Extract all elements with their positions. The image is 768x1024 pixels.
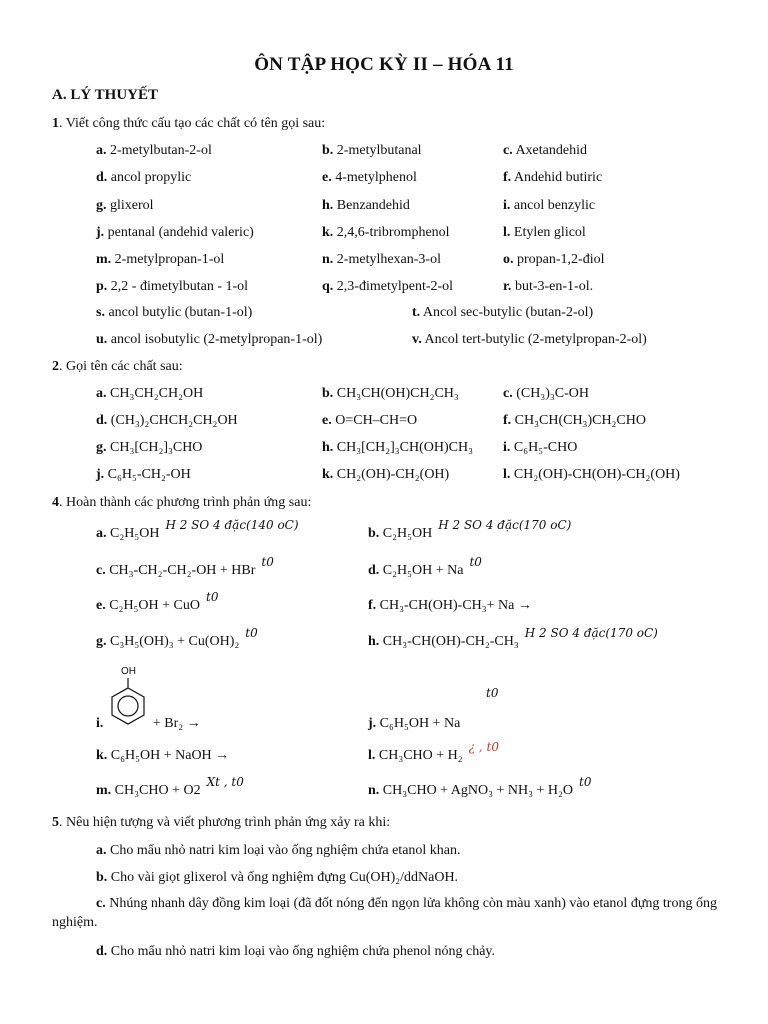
list-item: d. (CH₃)₂CHCH₂CH₂OH bbox=[96, 413, 238, 428]
reaction-item: k. C₆H₅OH + NaOH → bbox=[96, 748, 230, 763]
question-number: 5 bbox=[52, 815, 59, 830]
reaction-item: i. + Br₂ → bbox=[96, 716, 201, 731]
list-item: n. 2-metylhexan-3-ol bbox=[322, 252, 441, 267]
section-heading-theory: A. LÝ THUYẾT bbox=[52, 87, 158, 103]
list-item: s. ancol butylic (butan-1-ol) bbox=[96, 305, 253, 320]
question-5 bbox=[52, 815, 390, 831]
reaction-item: f. CH₃-CH(OH)-CH₃+ Na → bbox=[368, 598, 532, 613]
page-title: ÔN TẬP HỌC KỲ II – HÓA 11 bbox=[254, 54, 514, 75]
list-item: g. CH₃[CH₂]₃CHO bbox=[96, 440, 203, 455]
list-item: c. Axetandehid bbox=[503, 143, 587, 158]
question-text: . Nêu hiện tượng và viết phương trình phản ứng xảy ra khi: bbox=[59, 815, 391, 830]
question-text: . Gọi tên các chất sau: bbox=[59, 359, 183, 374]
question-text: . Viết công thức cấu tạo các chất có tên gọi sau: bbox=[59, 116, 326, 131]
reaction-condition: t0 bbox=[469, 555, 482, 569]
reaction-item: e. C₂H₅OH + CuOt0 bbox=[96, 590, 219, 613]
list-item: r. but-3-en-1-ol. bbox=[503, 279, 594, 294]
list-item: u. ancol isobutylic (2-metylpropan-1-ol) bbox=[96, 332, 323, 347]
reaction-item: l. CH₃CHO + H₂¿ , t0 bbox=[368, 740, 500, 763]
list-item: a. 2-metylbutan-2-ol bbox=[96, 143, 212, 158]
list-item: k. CH₂(OH)-CH₂(OH) bbox=[322, 467, 450, 482]
list-item: e. O=CH–CH=O bbox=[322, 413, 418, 428]
list-item: b. 2-metylbutanal bbox=[322, 143, 422, 158]
question-2 bbox=[52, 359, 183, 375]
reaction-condition: t0 bbox=[261, 555, 274, 569]
list-item: p. 2,2 - đimetylbutan - 1-ol bbox=[96, 279, 249, 294]
reaction-item: b. C₂H₅OHH 2 SO 4 đặc(170 oC) bbox=[368, 518, 572, 541]
reaction-item: m. CH₃CHO + O2Xt , t0 bbox=[96, 775, 244, 798]
question-number: 4 bbox=[52, 495, 59, 510]
list-item: f. Andehid butiric bbox=[503, 170, 603, 185]
list-item: m. 2-metylpropan-1-ol bbox=[96, 252, 225, 267]
list-item: i. C₆H₅-CHO bbox=[503, 440, 578, 455]
list-item: f. CH₃CH(CH₃)CH₂CHO bbox=[503, 413, 646, 428]
list-item: c. Nhúng nhanh dây đồng kim loại (đã đốt nóng đến ngọn lửa không còn màu xanh) vào etanol đựng trong ống nghiệm. bbox=[52, 896, 717, 930]
question-number: 2 bbox=[52, 359, 59, 374]
list-item: k. 2,4,6-tribromphenol bbox=[322, 225, 450, 240]
question-number: 1 bbox=[52, 116, 59, 131]
reaction-item: g. C₃H₅(OH)₃ + Cu(OH)₂t0 bbox=[96, 626, 258, 649]
reaction-condition: t0 bbox=[245, 626, 258, 640]
question-text: . Hoàn thành các phương trình phản ứng sau: bbox=[59, 495, 312, 510]
list-item: a. CH₃CH₂CH₂OH bbox=[96, 386, 204, 401]
reaction-condition: t0 bbox=[206, 590, 219, 604]
reaction-item: j. C₆H₅OH + Na bbox=[368, 716, 461, 731]
reaction-condition: H 2 SO 4 đặc(170 oC) bbox=[524, 626, 658, 640]
list-item: g. glixerol bbox=[96, 198, 154, 213]
reaction-condition: H 2 SO 4 đặc(140 oC) bbox=[165, 518, 299, 532]
list-item: j. pentanal (andehid valeric) bbox=[96, 225, 254, 240]
phenol-oh-label: OH bbox=[121, 666, 136, 677]
list-item: b. Cho vài giọt glixerol và ống nghiệm đựng Cu(OH)₂/ddNaOH. bbox=[96, 870, 459, 885]
list-item: q. 2,3-đimetylpent-2-ol bbox=[322, 279, 454, 294]
list-item: c. (CH₃)₃C-OH bbox=[503, 386, 589, 401]
reaction-item: d. C₂H₅OH + Nat0 bbox=[368, 555, 482, 578]
list-item: d. ancol propylic bbox=[96, 170, 192, 185]
reaction-item: n. CH₃CHO + AgNO₃ + NH₃ + H₂Ot0 bbox=[368, 775, 592, 798]
question-1 bbox=[52, 116, 325, 132]
list-item: l. CH₂(OH)-CH(OH)-CH₂(OH) bbox=[503, 467, 680, 482]
list-item: d. Cho mẩu nhỏ natri kim loại vào ống nghiệm chứa phenol nóng chảy. bbox=[96, 944, 496, 959]
reaction-condition: ¿ , t0 bbox=[468, 740, 500, 754]
list-item: e. 4-metylphenol bbox=[322, 170, 417, 185]
list-item: a. Cho mẩu nhỏ natri kim loại vào ống nghiệm chứa etanol khan. bbox=[96, 843, 461, 858]
list-item: b. CH₃CH(OH)CH₂CH₃ bbox=[322, 386, 459, 401]
list-item: h. Benzandehid bbox=[322, 198, 410, 213]
list-item: h. CH₃[CH₂]₃CH(OH)CH₃ bbox=[322, 440, 473, 455]
reaction-condition: t0 bbox=[486, 686, 499, 700]
list-item: j. C₆H₅-CH₂-OH bbox=[96, 467, 191, 482]
list-item: v. Ancol tert-butylic (2-metylpropan-2-ol) bbox=[412, 332, 647, 347]
reaction-item: h. CH₃-CH(OH)-CH₂-CH₃H 2 SO 4 đặc(170 oC) bbox=[368, 626, 658, 649]
list-item: t. Ancol sec-butylic (butan-2-ol) bbox=[412, 305, 594, 320]
question-4 bbox=[52, 495, 311, 511]
list-item: o. propan-1,2-điol bbox=[503, 252, 605, 267]
reaction-condition: H 2 SO 4 đặc(170 oC) bbox=[438, 518, 572, 532]
list-item: i. ancol benzylic bbox=[503, 198, 596, 213]
reaction-condition: Xt , t0 bbox=[206, 775, 244, 789]
reaction-condition: t0 bbox=[579, 775, 592, 789]
reaction-item: a. C₂H₅OHH 2 SO 4 đặc(140 oC) bbox=[96, 518, 299, 541]
reaction-item: c. CH₃-CH₂-CH₂-OH + HBrt0 bbox=[96, 555, 274, 578]
list-item: l. Etylen glicol bbox=[503, 225, 586, 240]
